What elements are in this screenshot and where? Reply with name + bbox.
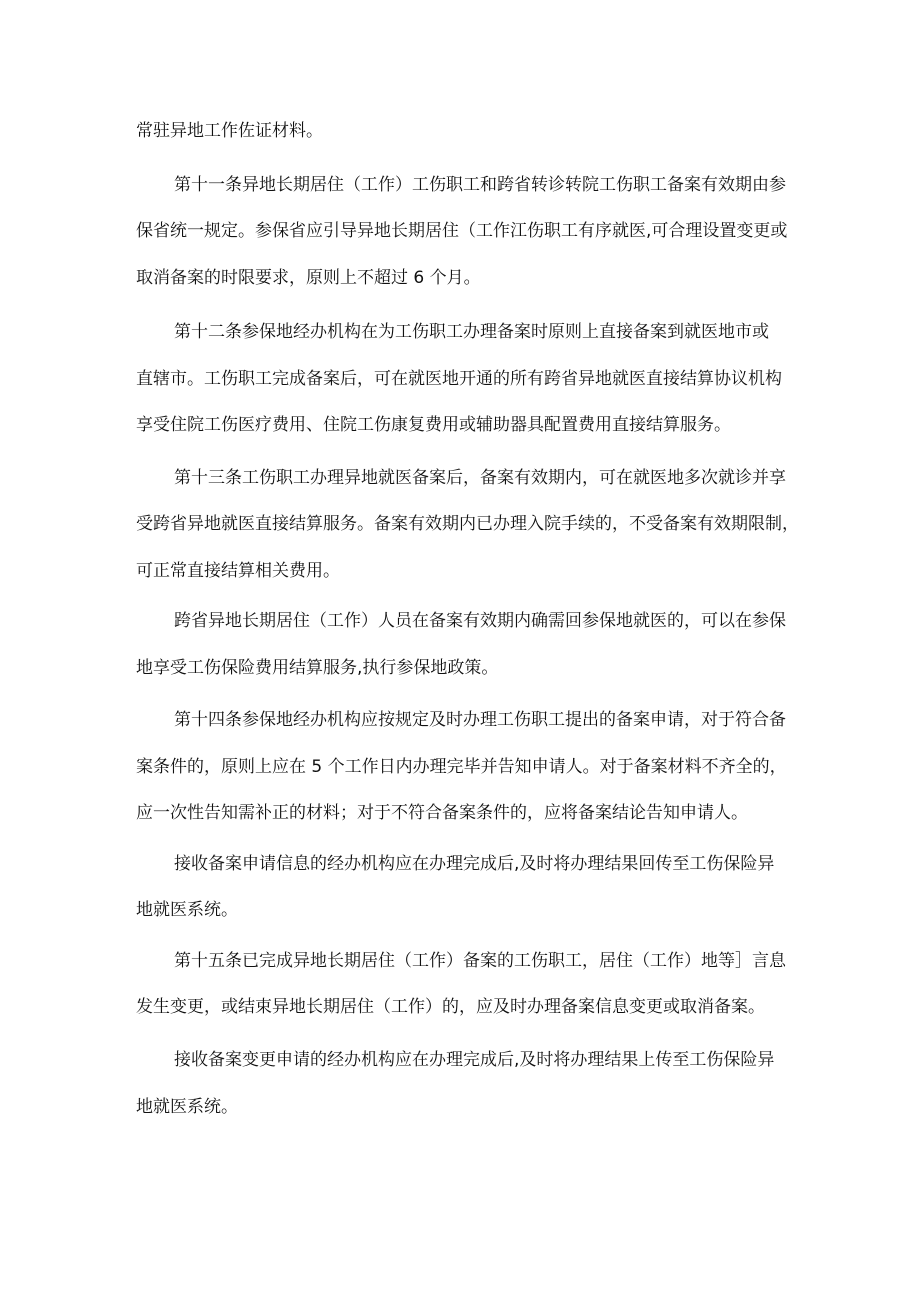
text-line: 发生变更，或结束异地长期居住（工作）的，应及时办理备案信息变更或取消备案。 [136, 997, 765, 1017]
text-line: 第十二条参保地经办机构在为工伤职工办理备案时原则上直接备案到就医地市或 [174, 322, 769, 342]
text-line: 第十四条参保地经办机构应按规定及时办理工伤职工提出的备案申请，对于符合备 [174, 710, 786, 730]
text-line: 第十五条已完成异地长期居住（工作）备案的工伤职工，居住（工作）地等］言息 [174, 951, 786, 971]
text-line: 受跨省异地就医直接结算服务。备案有效期内已办理入院手续的，不受备案有效期限制， [136, 514, 799, 534]
text-line: 接收备案申请信息的经办机构应在办理完成后,及时将办理结果回传至工伤保险异 [174, 854, 775, 874]
text-line: 直辖市。工伤职工完成备案后，可在就医地开通的所有跨省异地就医直接结算协议机构 [136, 369, 782, 389]
text-line: 第十一条异地长期居住（工作）工伤职工和跨省转诊转院工伤职工备案有效期由参 [174, 175, 786, 195]
text-line: 地享受工伤保险费用结算服务,执行参保地政策。 [136, 658, 499, 678]
text-line: 保省统一规定。参保省应引导异地长期居住（工作江伤职工有序就医,可合理设置变更或 [136, 221, 788, 241]
text-line: 可正常直接结算相关费用。 [136, 561, 340, 581]
text-line: 跨省异地长期居住（工作）人员在备案有效期内确需回参保地就医的，可以在参保 [174, 611, 786, 631]
text-line: 案条件的，原则上应在 5 个工作日内办理完毕并告知申请人。对于备案材料不齐全的， [136, 757, 787, 777]
text-line: 接收备案变更申请的经办机构应在办理完成后,及时将办理结果上传至工伤保险异 [174, 1050, 775, 1070]
text-line: 应一次性告知需补正的材料；对于不符合备案条件的，应将备案结论告知申请人。 [136, 803, 748, 823]
text-line: 地就医系统。 [136, 1097, 238, 1117]
text-line: 第十三条工伤职工办理异地就医备案后，备案有效期内，可在就医地多次就诊并享 [174, 468, 786, 488]
text-line: 常驻异地工作佐证材料。 [136, 121, 323, 141]
text-line: 地就医系统。 [136, 900, 238, 920]
text-line: 享受住院工伤医疗费用、住院工伤康复费用或辅助器具配置费用直接结算服务。 [136, 415, 731, 435]
text-line: 取消备案的时限要求，原则上不超过 6 个月。 [136, 268, 481, 288]
